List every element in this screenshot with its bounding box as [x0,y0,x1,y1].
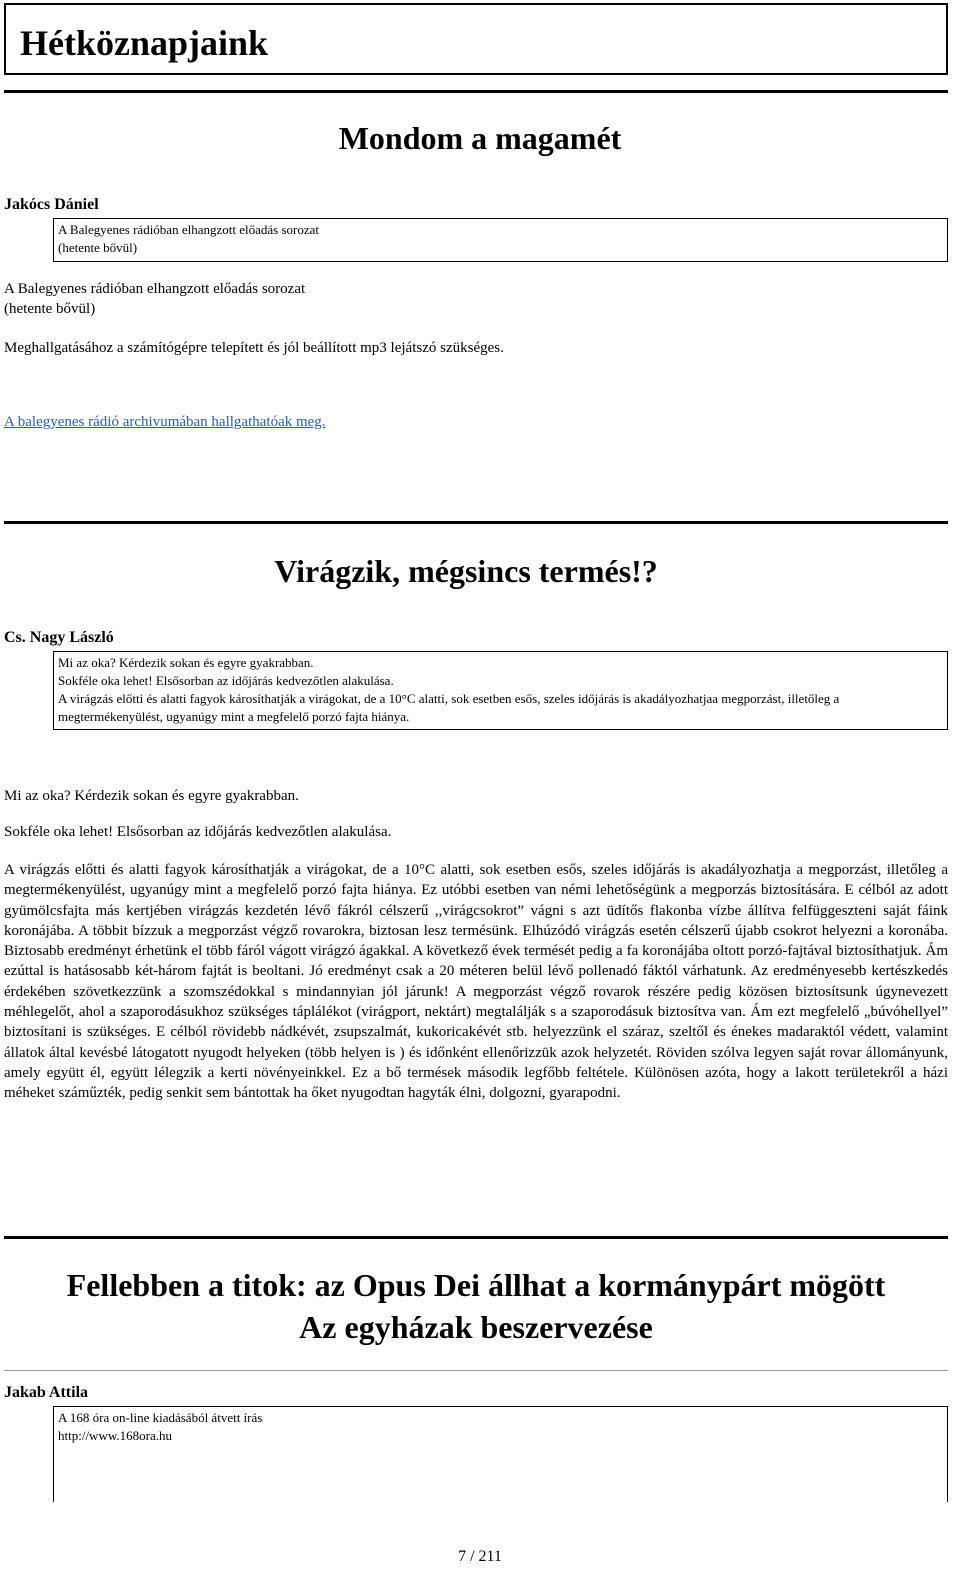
summary-line: A 168 óra on-line kiadásából átvett írás [58,1410,263,1425]
header-box [4,3,948,75]
article-title [4,1264,948,1348]
divider [4,521,948,524]
article-author: Jakócs Dániel [4,196,99,213]
article-summary [53,1406,948,1502]
divider [4,90,948,93]
summary-line: (hetente bővül) [58,240,138,255]
article-title: Mondom a magamét [338,120,622,156]
summary-line: Sokféle oka lehet! Elsősorban az időjárás kedvezőtlen alakulása. [58,673,394,688]
title-line: Az egyházak beszervezése [299,1309,653,1345]
summary-line: A virágzás előtti és alatti fagyok károsíthatják a virágokat, de a 10°C alatti, sok esetben esős, szeles időjárás is akadályozhatjaa megporzást, illetőleg a megtermékenyülést, ugyanúgy mint a megfelelő porzó fajta hiánya. [58,691,840,724]
article-title: Virágzik, mégsincs termés!? [274,553,658,589]
page-title: Hétköznapjaink [20,23,269,63]
archive-link[interactable]: A balegyenes rádió archivumában hallgathatóak meg. [4,414,326,430]
article-summary [53,651,948,730]
article-author: Jakab Attila [4,1384,89,1401]
article-body: A virágzás előtti és alatti fagyok károsíthatják a virágokat, de a 10°C alatti, sok esetben esős, szeles időjárás is akadályozhatja a megporzást, illetőleg a megtermékenyülést, ugyanúgy mint a megfelelő porzó fajta hiánya. Ez utóbbi esetben van némi lehetőségünk a megporzás biztosítására. E célból az adott gyümölcsfajta más kertjében virágzás kezdetén lévő fákról célszerű ,,virágcsokrot” vágni s azt üdítős flakonba vízbe állítva felfüggeszteni saját fáink koronájába. A többit bízzuk a megporzást végző rovarokra, biztosan lesz termésünk. Elhúzódó virágzás esetén célszerű újabb csokrot helyezni a koronába. Biztosabb eredményt érhetünk el több fáról vágott virágzó ágakkal. A következő évek termését pedig a fa koronájába oltott porzó-fajtával biztosíthatjuk. Ám ezúttal is hatásosabb két-három fajtát is beoltani. Jó eredményt csak a 20 méteren belül lévő pollenadó fáktól várhatunk. Az eredményesebb kertészkedés érdekében szövetkezzünk a szomszédokkal s mindannyian jól járunk! A megporzást végző rovarok részére pedig közösen biztosítsunk úgynevezett méhlegelőt, ahol a szaporodásukhoz szükséges táplálékot (virágport, nektárt) megtalálják s a szaporodásuk biztosítva van. Ám ezt megfelelő „búvóhellyel” biztosítani is szükséges. E célból rövidebb nádkévét, zsupszalmát, kukoricakévét stb. helyezzünk el száraz, szeltől és énekes madaraktól védett, valamint állatok által kevésbé látogatott nyugodt helyeken (több helyen is ) és időnként ellenőrizzük azok helyzetét. Röviden szólva legyen saját rovar állományunk, amely együtt él, együtt lélegzik a kerti növényeinkkel. Ez a bő termések második legfőbb feltétele. Különösen azóta, hogy a lakott területekről a házi méheket száműzték, pedig senkit sem bántottak ha őket nyugodtan hagyták élni, dolgozni, gyarapodni. [4,862,948,1102]
divider [4,1236,948,1239]
divider [4,1370,948,1371]
summary-line: http://www.168ora.hu [58,1428,172,1443]
article-author: Cs. Nagy László [4,629,114,646]
intro-line: A Balegyenes rádióban elhangzott előadás sorozat [4,281,306,297]
title-line: Fellebben a titok: az Opus Dei állhat a kormánypárt mögött [66,1267,886,1303]
summary-line: Mi az oka? Kérdezik sokan és egyre gyakrabban. [58,655,314,670]
page-number: 7 / 211 [458,1548,502,1565]
paragraph: Mi az oka? Kérdezik sokan és egyre gyakrabban. [4,788,299,804]
summary-line: A Balegyenes rádióban elhangzott előadás sorozat [58,222,319,237]
intro-line: (hetente bővül) [4,301,96,317]
note-text: Meghallgatásához a számítógépre telepített és jól beállított mp3 lejátszó szükséges. [4,340,504,356]
paragraph: Sokféle oka lehet! Elsősorban az időjárás kedvezőtlen alakulása. [4,824,392,840]
article-summary [53,218,948,262]
